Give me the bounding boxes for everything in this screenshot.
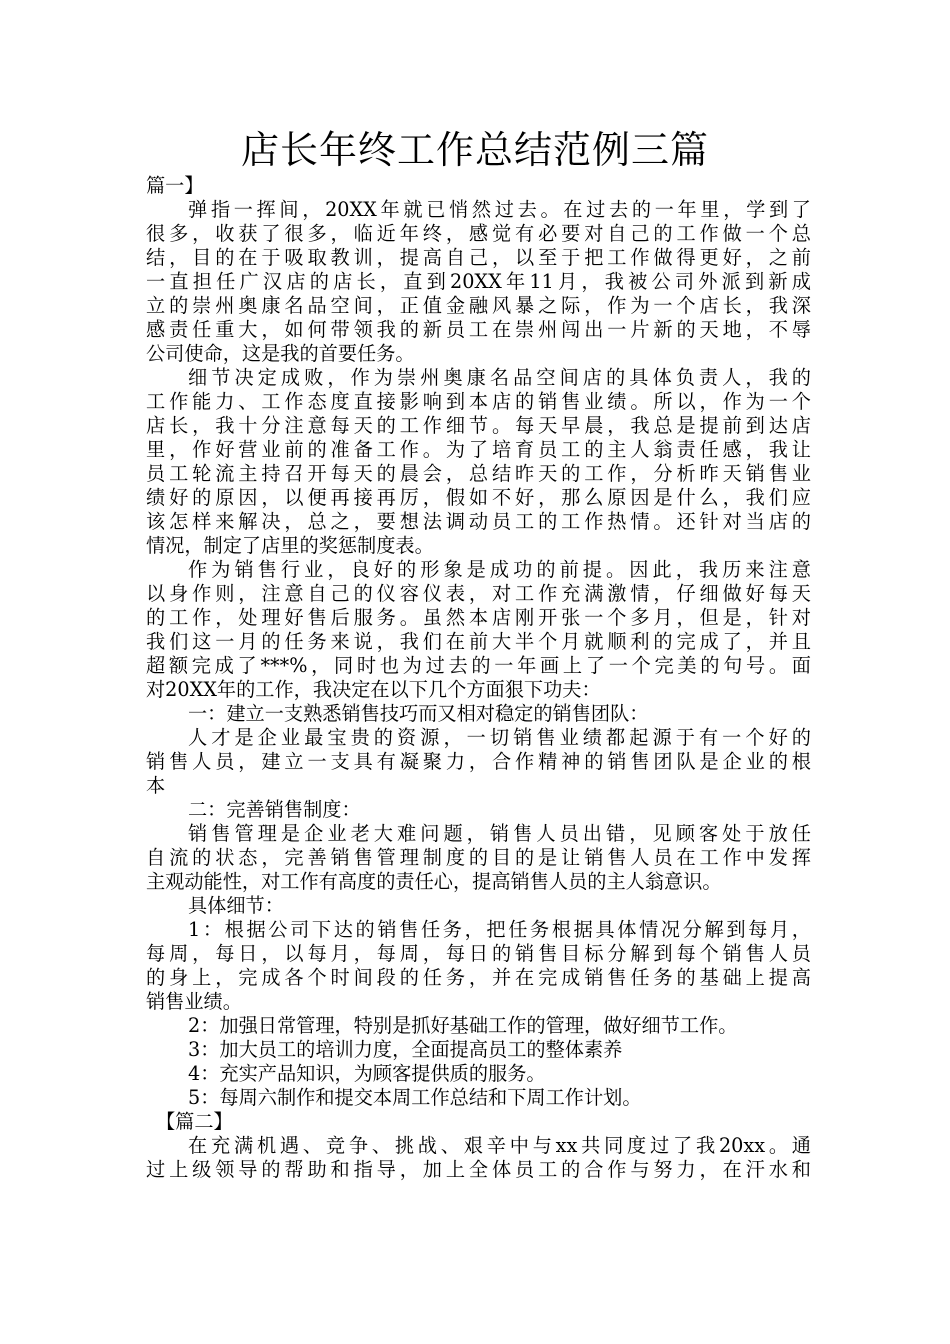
paragraph-2-line: 绩好的原因，以便再接再厉，假如不好，那么原因是什么，我们应 bbox=[146, 486, 811, 509]
paragraph-3-line: 作为销售行业，良好的形象是成功的前提。因此，我历来注意 bbox=[188, 558, 811, 581]
paragraph-1-line: 立的崇州奥康名品空间，正值金融风暴之际，作为一个店长，我深 bbox=[146, 294, 811, 317]
list-item-1-line: 销售业绩。 bbox=[146, 990, 242, 1013]
section-label-1: 篇一】 bbox=[146, 174, 204, 197]
paragraph-6-line: 在充满机遇、竞争、挑战、艰辛中与xx共同度过了我20xx。通 bbox=[188, 1134, 811, 1157]
paragraph-5-line: 主观动能性，对工作有高度的责任心，提高销售人员的主人翁意识。 bbox=[146, 870, 722, 893]
document-body bbox=[146, 174, 811, 1182]
paragraph-2-line: 工作能力、工作态度直接影响到本店的销售业绩。所以，作为一个 bbox=[146, 390, 811, 413]
paragraph-5-line: 自流的状态，完善销售管理制度的目的是让销售人员在工作中发挥 bbox=[146, 846, 811, 869]
paragraph-2-line: 细节决定成败，作为崇州奥康名品空间店的具体负责人，我的 bbox=[188, 366, 811, 389]
paragraph-4-line: 人才是企业最宝贵的资源，一切销售业绩都起源于有一个好的 bbox=[188, 726, 811, 749]
paragraph-2-line: 该怎样来解决，总之，要想法调动员工的工作热情。还针对当店的 bbox=[146, 510, 811, 533]
paragraph-2-line: 员工轮流主持召开每天的晨会，总结昨天的工作，分析昨天销售业 bbox=[146, 462, 811, 485]
list-item-5: 5：每周六制作和提交本周工作总结和下周工作计划。 bbox=[188, 1086, 642, 1109]
paragraph-3-line: 以身作则，注意自己的仪容仪表，对工作充满激情，仔细做好每天 bbox=[146, 582, 811, 605]
paragraph-1-line: 很多，收获了很多，临近年终，感觉有必要对自己的工作做一个总 bbox=[146, 222, 811, 245]
paragraph-1-line: 公司使命，这是我的首要任务。 bbox=[146, 342, 415, 365]
section-label-2: 【篇二】 bbox=[156, 1110, 233, 1133]
paragraph-1-line: 一直担任广汉店的店长，直到20XX年11月，我被公司外派到新成 bbox=[146, 270, 811, 293]
paragraph-1-line: 感责任重大，如何带领我的新员工在崇州闯出一片新的天地，不辱 bbox=[146, 318, 811, 341]
subheading-1: 一：建立一支熟悉销售技巧而又相对稳定的销售团队： bbox=[188, 702, 649, 725]
paragraph-2-line: 情况，制定了店里的奖惩制度表。 bbox=[146, 534, 434, 557]
paragraph-3-line: 我们这一月的任务来说，我们在前大半个月就顺利的完成了，并且 bbox=[146, 630, 811, 653]
list-item-1-line: 每周，每日，以每月，每周，每日的销售目标分解到每个销售人员 bbox=[146, 942, 811, 965]
paragraph-1-line: 结，目的在于吸取教训，提高自己，以至于把工作做得更好，之前 bbox=[146, 246, 811, 269]
paragraph-3-line: 超额完成了***%，同时也为过去的一年画上了一个完美的句号。面 bbox=[146, 654, 811, 677]
list-item-4: 4：充实产品知识，为顾客提供质的服务。 bbox=[188, 1062, 546, 1085]
paragraph-4-line: 本 bbox=[146, 774, 166, 797]
paragraph-2-line: 店长，我十分注意每天的工作细节。每天早晨，我总是提前到达店 bbox=[146, 414, 811, 437]
list-item-1-line: 的身上，完成各个时间段的任务，并在完成销售任务的基础上提高 bbox=[146, 966, 811, 989]
list-item-1-line: 1：根据公司下达的销售任务，把任务根据具体情况分解到每月， bbox=[188, 918, 811, 941]
list-item-2: 2：加强日常管理，特别是抓好基础工作的管理，做好细节工作。 bbox=[188, 1014, 738, 1037]
paragraph-1-line: 弹指一挥间，20XX年就已悄然过去。在过去的一年里，学到了 bbox=[188, 198, 811, 221]
paragraph-4-line: 销售人员，建立一支具有凝聚力，合作精神的销售团队是企业的根 bbox=[146, 750, 811, 773]
document-title: 店长年终工作总结范例三篇 bbox=[240, 128, 709, 172]
list-item-3: 3：加大员工的培训力度，全面提高员工的整体素养 bbox=[188, 1038, 623, 1061]
paragraph-3-line: 的工作，处理好售后服务。虽然本店刚开张一个多月，但是，针对 bbox=[146, 606, 811, 629]
subheading-2: 二：完善销售制度： bbox=[188, 798, 361, 821]
details-label: 具体细节： bbox=[188, 894, 284, 917]
paragraph-6-line: 过上级领导的帮助和指导，加上全体员工的合作与努力，在汗水和 bbox=[146, 1158, 811, 1181]
paragraph-2-line: 里，作好营业前的准备工作。为了培育员工的主人翁责任感，我让 bbox=[146, 438, 811, 461]
paragraph-3-line: 对20XX年的工作，我决定在以下几个方面狠下功夫： bbox=[146, 678, 601, 701]
paragraph-5-line: 销售管理是企业老大难问题，销售人员出错，见顾客处于放任 bbox=[188, 822, 811, 845]
